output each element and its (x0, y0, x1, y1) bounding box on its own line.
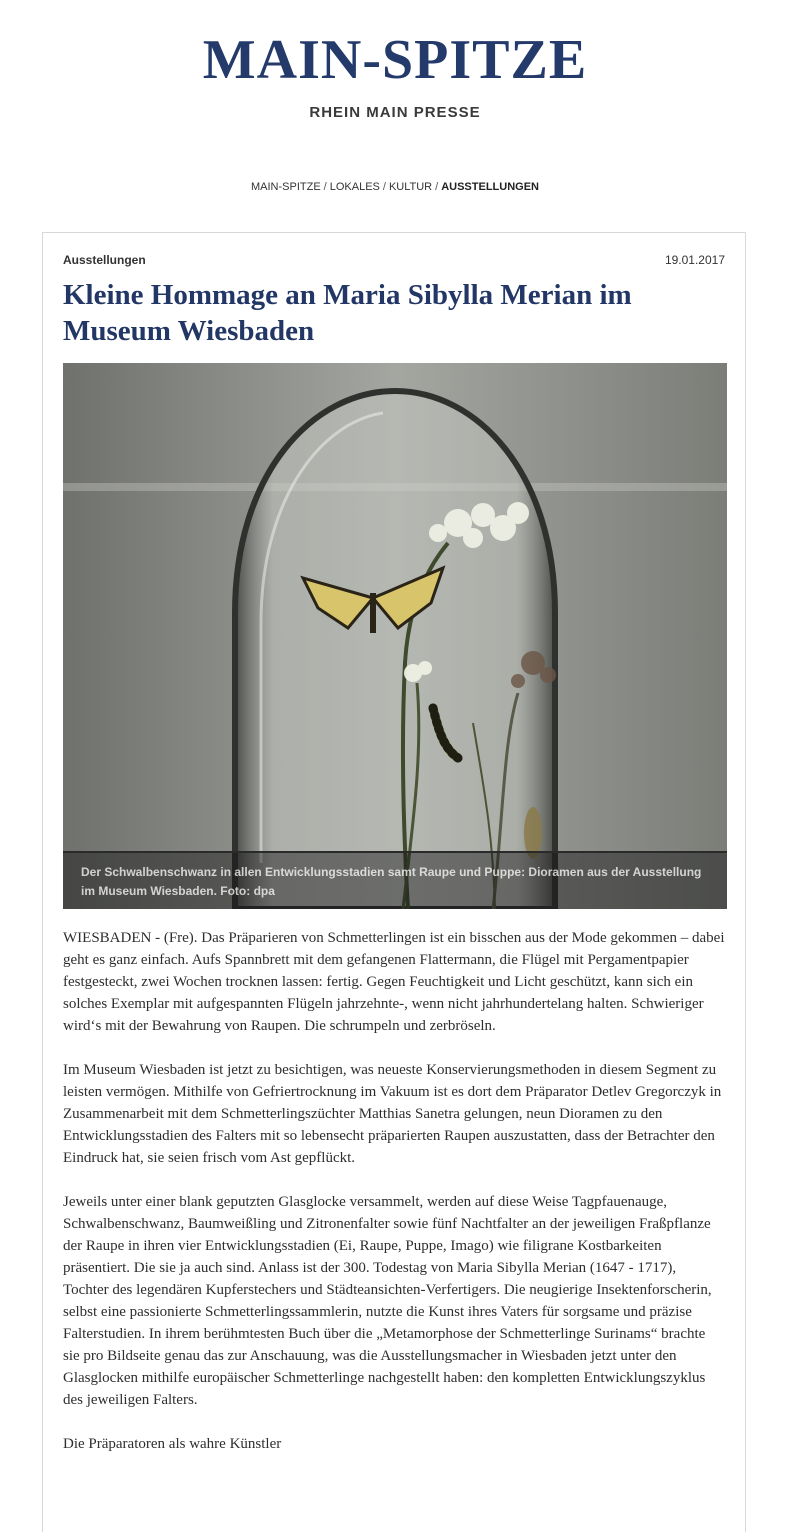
breadcrumb-separator: / (323, 181, 327, 193)
article-photo[interactable] (63, 363, 727, 909)
article-category[interactable]: Ausstellungen (63, 253, 146, 267)
breadcrumb-item-kultur[interactable]: KULTUR (388, 181, 433, 193)
publisher-name: RHEIN MAIN PRESSE (309, 104, 481, 121)
article-date: 19.01.2017 (664, 253, 725, 267)
article-card (42, 232, 746, 1532)
article-body (63, 927, 725, 1455)
article-paragraph: WIESBADEN - (Fre). Das Präparieren von Schmetterlingen ist ein bisschen aus der Mode gekommen – dabei geht es ganz einfach. Aufs Spannbrett mit dem gefangenen Flattermann, die Flügel mit Pergamentpapier festgesteckt, zwei Wochen trocknen lassen: fertig. Gegen Feuchtigkeit und Licht geschützt, kann sich ein solches Exemplar mit aufgespannten Flügeln jahrzehnte-, wenn nicht jahrhundertelang halten. Schwieriger wird‘s mit der Bewahrung von Raupen. Die schrumpeln und zerbröseln. (63, 930, 725, 1034)
breadcrumb (0, 181, 790, 193)
article-headline: Kleine Hommage an Maria Sibylla Merian im Museum Wiesbaden (63, 279, 632, 347)
article-subheading: Die Präparatoren als wahre Künstler (63, 1436, 282, 1452)
breadcrumb-separator: / (382, 181, 386, 193)
breadcrumb-item-lokales[interactable]: LOKALES (329, 181, 380, 193)
photo-caption: Der Schwalbenschwanz in allen Entwicklungsstadien samt Raupe und Puppe: Dioramen aus der Ausstellung im Museum Wiesbaden. Foto: dpa (63, 851, 727, 909)
article-paragraph: Im Museum Wiesbaden ist jetzt zu besichtigen, was neueste Konservierungsmethoden in diesem Segment zu leisten vermögen. Mithilfe von Gefriertrocknung im Vakuum ist es dort dem Präparator Detlev Gregorczyk in Zusammenarbeit mit dem Schmetterlingszüchter Matthias Sanetra gelungen, neun Dioramen zu den Entwicklungsstadien des Falters mit so lebensecht präparierten Raupen auszustatten, dass der Betrachter den Eindruck hat, sie seien frisch vom Ast gepflückt. (63, 1062, 722, 1166)
bell-jar-photo (63, 363, 727, 909)
masthead (0, 0, 790, 121)
breadcrumb-item-current[interactable]: AUSSTELLUNGEN (441, 181, 539, 193)
breadcrumb-item-main-spitze[interactable]: MAIN-SPITZE (251, 181, 321, 193)
site-logo[interactable]: MAIN-SPITZE (202, 29, 588, 91)
article-paragraph: Jeweils unter einer blank geputzten Glasglocke versammelt, werden auf diese Weise Tagpfauenauge, Schwalbenschwanz, Baumweißling und Zitronenfalter sowie fünf Nachtfalter an der jeweiligen Fraßpflanze der Raupe in ihren vier Entwicklungsstadien (Ei, Raupe, Puppe, Imago) wie filigrane Kostbarkeiten präsentiert. Die sie ja auch sind. Anlass ist der 300. Todestag von Maria Sibylla Merian (1647 - 1717), Tochter des legendären Kupferstechers und Städteansichten-Verfertigers. Die neugierige Insektenforscherin, selbst eine passionierte Schmetterlingssammlerin, nutzte die Kunst ihres Vaters für sorgsame und präzise Falterstudien. In ihrem berühmtesten Buch über die „Metamorphose der Schmetterlinge Surinams“ brachte sie pro Bildseite genau das zur Anschauung, was die Ausstellungsmacher in Wiesbaden jetzt unter den Glasglocken mithilfe europäischer Schmetterlinge nachgestellt haben: den kompletten Entwicklungszyklus des jeweiligen Falters. (63, 1194, 712, 1408)
article-meta (43, 233, 745, 267)
breadcrumb-separator: / (435, 181, 439, 193)
